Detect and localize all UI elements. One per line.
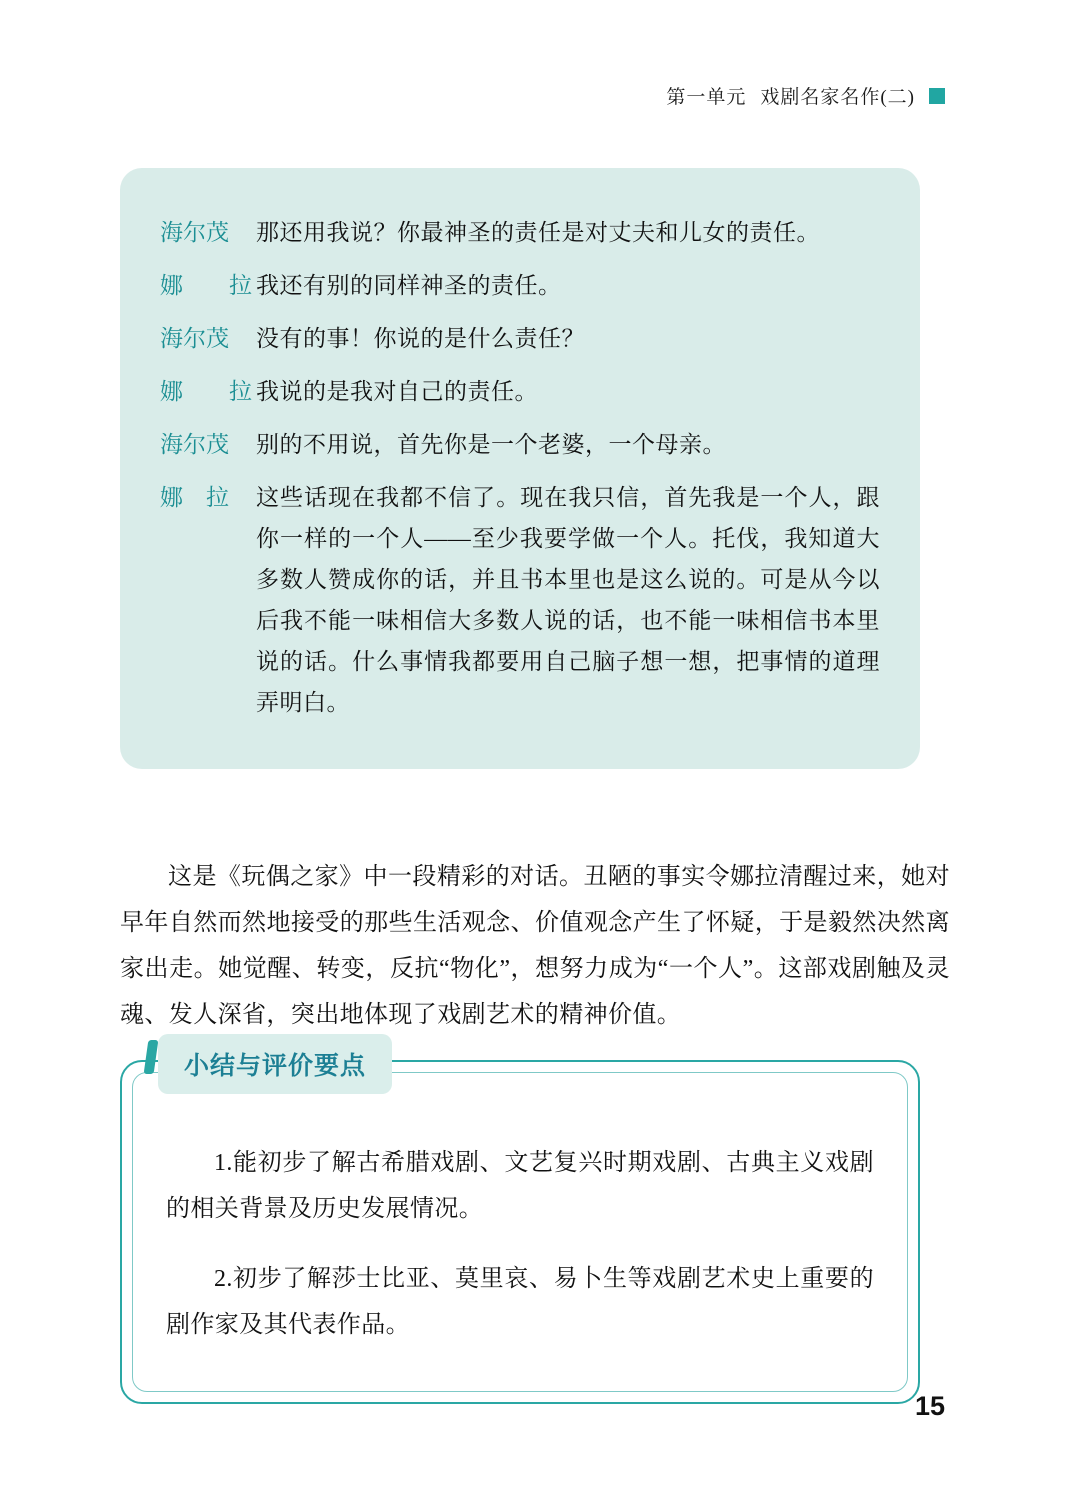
dialogue-speech: 我说的是我对自己的责任。: [256, 379, 538, 404]
page-header: [666, 82, 945, 109]
header-unit-label: 第一单元: [666, 87, 747, 108]
dialogue-line: [160, 424, 880, 465]
summary-section: [120, 1052, 920, 1404]
header-chapter-label: 戏剧名家名作(二): [760, 87, 915, 108]
body-paragraph: 这是《玩偶之家》中一段精彩的对话。丑陋的事实令娜拉清醒过来，她对早年自然而然地接受的那些生活观念、价值观念产生了怀疑，于是毅然决然离家出走。她觉醒、转变，反抗“物化”，想努力成为“一个人”。这部戏剧触及灵魂、发人深省，突出地体现了戏剧艺术的精神价值。: [120, 864, 950, 1028]
summary-item: 2.初步了解莎士比亚、莫里哀、易卜生等戏剧艺术史上重要的剧作家及其代表作品。: [166, 1266, 874, 1338]
dialogue-speech: 没有的事！你说的是什么责任？: [256, 326, 585, 351]
dialogue-speaker: 娜 拉: [160, 485, 229, 510]
dialogue-line: [160, 265, 880, 306]
dialogue-speaker: 海尔茂: [160, 326, 229, 351]
dialogue-line: [160, 371, 880, 412]
dialogue-speech: 那还用我说？你最神圣的责任是对丈夫和儿女的责任。: [256, 220, 820, 245]
page-number: 15: [914, 1391, 945, 1421]
header-square-icon: [929, 88, 945, 104]
summary-box: [120, 1052, 920, 1404]
dialogue-box: [120, 168, 920, 769]
summary-title: 小结与评价要点: [158, 1034, 392, 1094]
dialogue-speaker: 娜 拉: [160, 273, 252, 298]
dialogue-speaker: 海尔茂: [160, 220, 229, 245]
dialogue-line: [160, 212, 880, 253]
dialogue-speech: 我还有别的同样神圣的责任。: [256, 273, 562, 298]
dialogue-speech: 这些话现在我都不信了。现在我只信，首先我是一个人，跟你一样的一个人——至少我要学做一个人。托伐，我知道大多数人赞成你的话，并且书本里也是这么说的。可是从今以后我不能一味相信大多数人说的话，也不能一味相信书本里说的话。什么事情我都要用自己脑子想一想，把事情的道理弄明白。: [256, 485, 880, 715]
summary-item: 1.能初步了解古希腊戏剧、文艺复兴时期戏剧、古典主义戏剧的相关背景及历史发展情况。: [166, 1150, 874, 1222]
dialogue-line: [160, 318, 880, 359]
summary-tick-icon: [144, 1040, 159, 1074]
dialogue-line: [160, 477, 880, 723]
dialogue-speaker: 娜 拉: [160, 379, 252, 404]
dialogue-speaker: 海尔茂: [160, 432, 229, 457]
dialogue-speech: 别的不用说，首先你是一个老婆，一个母亲。: [256, 432, 726, 457]
